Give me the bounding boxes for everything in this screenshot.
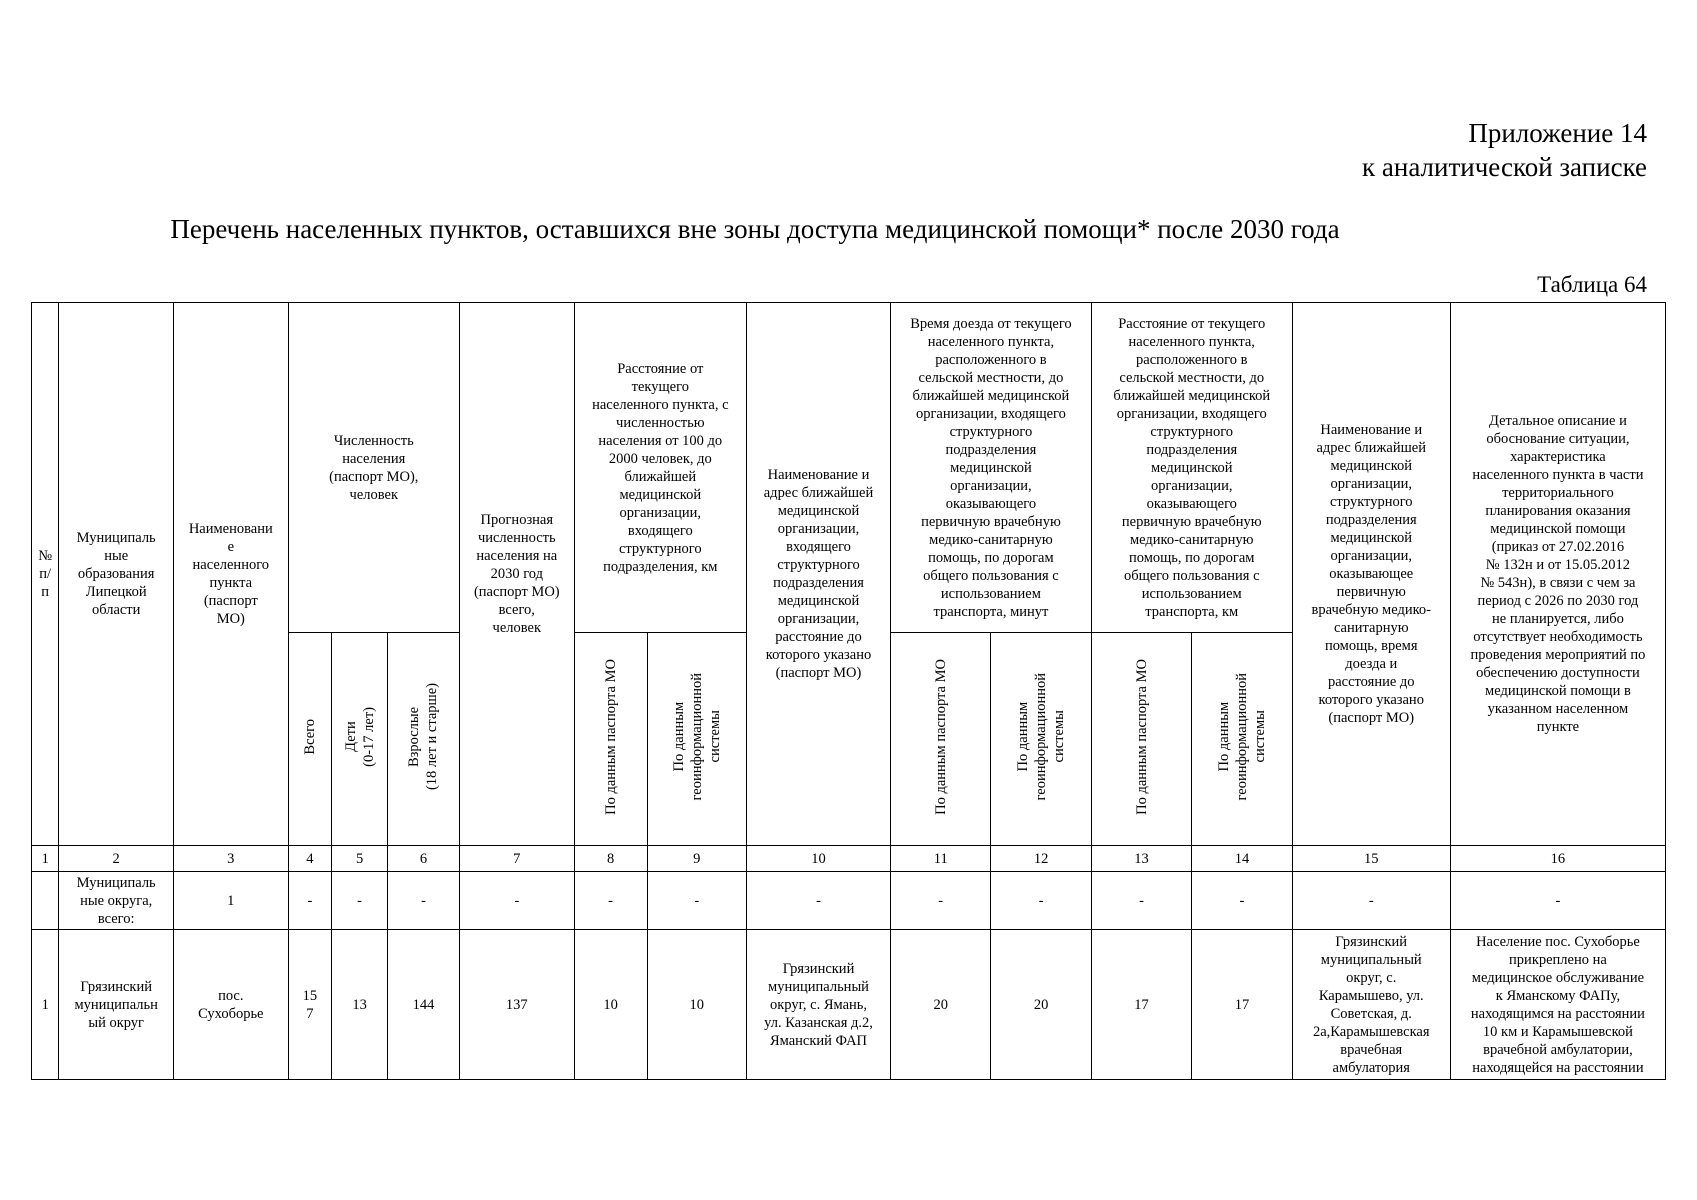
header-travel-time-group: Время доезда от текущего населенного пункта, расположенного в сельской местности, до ближайшей медицинской организации, входящего структурного подразделения медицинской организации, оказывающего первичную врачебную медико-санитарную помощь, по дорогам общего пользования с использованием транспорта, минут — [891, 303, 1092, 633]
header-col-16: Детальное описание и обоснование ситуации, характеристика населенного пункта в части территориального планирования оказания медицинской помощи (приказ от 27.02.2016 № 132н и от 15.05.2012 № 543н), в связи с чем за период с 2026 по 2030 год не планируется, либо отсутствует необходимость проведения мероприятий по обеспечению доступности медицинской помощи в указанном населенном пункте — [1450, 303, 1665, 846]
total-cell-15: - — [1292, 872, 1450, 930]
row-cell-1: 1 — [32, 930, 59, 1080]
header-col-5-text: Дети (0-17 лет) — [342, 706, 377, 767]
header-population-group: Численность населения (паспорт МО), человек — [288, 303, 459, 633]
row-cell-6: 144 — [387, 930, 459, 1080]
header-col-10: Наименование и адрес ближайшей медицинской организации, входящего структурного подразделения медицинской организации, расстояние до которого указано (паспорт МО) — [747, 303, 891, 846]
total-cell-10: - — [747, 872, 891, 930]
column-number-6: 6 — [387, 846, 459, 872]
header-col-15: Наименование и адрес ближайшей медицинской организации, структурного подразделения медицинской организации, оказывающее первичную врачебную медико- санитарную помощь, время доезда и расстояние до которого указано (паспорт МО) — [1292, 303, 1450, 846]
header-col-11 — [891, 633, 991, 846]
row-cell-2: Грязинский муниципальн ый округ — [59, 930, 174, 1080]
header-col-14-text: По данным геоинформационной системы — [1215, 672, 1268, 801]
row-cell-7: 137 — [459, 930, 574, 1080]
total-cell-6: - — [387, 872, 459, 930]
column-number-10: 10 — [747, 846, 891, 872]
row-cell-11: 20 — [891, 930, 991, 1080]
row-cell-16: Население пос. Сухоборье прикреплено на медицинское обслуживание к Яманскому ФАПу, находящимся на расстоянии 10 км и Карамышевской врачебной амбулатории, находящейся на расстоянии — [1450, 930, 1665, 1080]
row-cell-4: 15 7 — [288, 930, 332, 1080]
column-number-5: 5 — [332, 846, 388, 872]
header-col-13 — [1091, 633, 1191, 846]
header-col-14 — [1192, 633, 1292, 846]
appendix-note — [1362, 116, 1647, 184]
header-col-8 — [574, 633, 647, 846]
total-row — [32, 872, 1666, 930]
total-cell-9: - — [647, 872, 746, 930]
appendix-line-2: к аналитической записке — [1362, 152, 1647, 182]
header-col-4-text: Всего — [301, 718, 318, 755]
column-number-2: 2 — [59, 846, 174, 872]
header-col-1: № п/ п — [32, 303, 59, 846]
header-col-8-text: По данным паспорта МО — [602, 658, 619, 815]
column-number-4: 4 — [288, 846, 332, 872]
table-row — [32, 930, 1666, 1080]
table-label: Таблица 64 — [1537, 272, 1647, 297]
total-cell-16: - — [1450, 872, 1665, 930]
header-col-11-text: По данным паспорта МО — [932, 658, 949, 815]
row-cell-10: Грязинский муниципальный округ, с. Ямань, ул. Казанская д.2, Яманский ФАП — [747, 930, 891, 1080]
header-col-2: Муниципаль ные образования Липецкой области — [59, 303, 174, 846]
header-distance-group: Расстояние от текущего населенного пункта, с численностью населения от 100 до 2000 человек, до ближайшей медицинской организации, входящего структурного подразделения, км — [574, 303, 746, 633]
appendix-line-1: Приложение 14 — [1468, 118, 1647, 148]
row-cell-9: 10 — [647, 930, 746, 1080]
header-col-12 — [991, 633, 1091, 846]
total-cell-3: 1 — [173, 872, 288, 930]
header-road-distance-group: Расстояние от текущего населенного пункта, расположенного в сельской местности, до ближайшей медицинской организации, входящего структурного подразделения медицинской организации, оказывающего первичную врачебную медико-санитарную помощь, по дорогам общего пользования с использованием транспорта, км — [1091, 303, 1292, 633]
data-table — [31, 302, 1666, 1080]
column-number-14: 14 — [1192, 846, 1292, 872]
total-cell-2: Муниципаль ные округа, всего: — [59, 872, 174, 930]
total-cell-13: - — [1091, 872, 1191, 930]
column-number-16: 16 — [1450, 846, 1665, 872]
header-col-7: Прогнозная численность населения на 2030 год (паспорт МО) всего, человек — [459, 303, 574, 846]
column-number-3: 3 — [173, 846, 288, 872]
header-col-4 — [288, 633, 332, 846]
column-number-11: 11 — [891, 846, 991, 872]
column-number-8: 8 — [574, 846, 647, 872]
row-cell-15: Грязинский муниципальный округ, с. Карамышево, ул. Советская, д. 2а,Карамышевская врачебная амбулатория — [1292, 930, 1450, 1080]
total-cell-8: - — [574, 872, 647, 930]
header-row-1 — [32, 303, 1666, 633]
row-cell-12: 20 — [991, 930, 1091, 1080]
total-cell-5: - — [332, 872, 388, 930]
header-col-9-text: По данным геоинформационной системы — [670, 672, 723, 801]
column-number-12: 12 — [991, 846, 1091, 872]
document-title: Перечень населенных пунктов, оставшихся вне зоны доступа медицинской помощи* после 2030 года — [170, 214, 1340, 244]
row-cell-13: 17 — [1091, 930, 1191, 1080]
total-cell-4: - — [288, 872, 332, 930]
header-col-3: Наименовани е населенного пункта (паспорт МО) — [173, 303, 288, 846]
row-cell-5: 13 — [332, 930, 388, 1080]
header-col-6-text: Взрослые (18 лет и старше) — [406, 682, 441, 791]
row-cell-8: 10 — [574, 930, 647, 1080]
header-col-6 — [387, 633, 459, 846]
total-cell-11: - — [891, 872, 991, 930]
column-number-7: 7 — [459, 846, 574, 872]
header-col-13-text: По данным паспорта МО — [1133, 658, 1150, 815]
column-number-9: 9 — [647, 846, 746, 872]
column-numbers-row — [32, 846, 1666, 872]
total-cell-1 — [32, 872, 59, 930]
header-col-9 — [647, 633, 746, 846]
column-number-13: 13 — [1091, 846, 1191, 872]
row-cell-14: 17 — [1192, 930, 1292, 1080]
header-col-12-text: По данным геоинформационной системы — [1015, 672, 1068, 801]
total-cell-7: - — [459, 872, 574, 930]
header-col-5 — [332, 633, 388, 846]
column-number-1: 1 — [32, 846, 59, 872]
row-cell-3: пос. Сухоборье — [173, 930, 288, 1080]
total-cell-14: - — [1192, 872, 1292, 930]
total-cell-12: - — [991, 872, 1091, 930]
column-number-15: 15 — [1292, 846, 1450, 872]
